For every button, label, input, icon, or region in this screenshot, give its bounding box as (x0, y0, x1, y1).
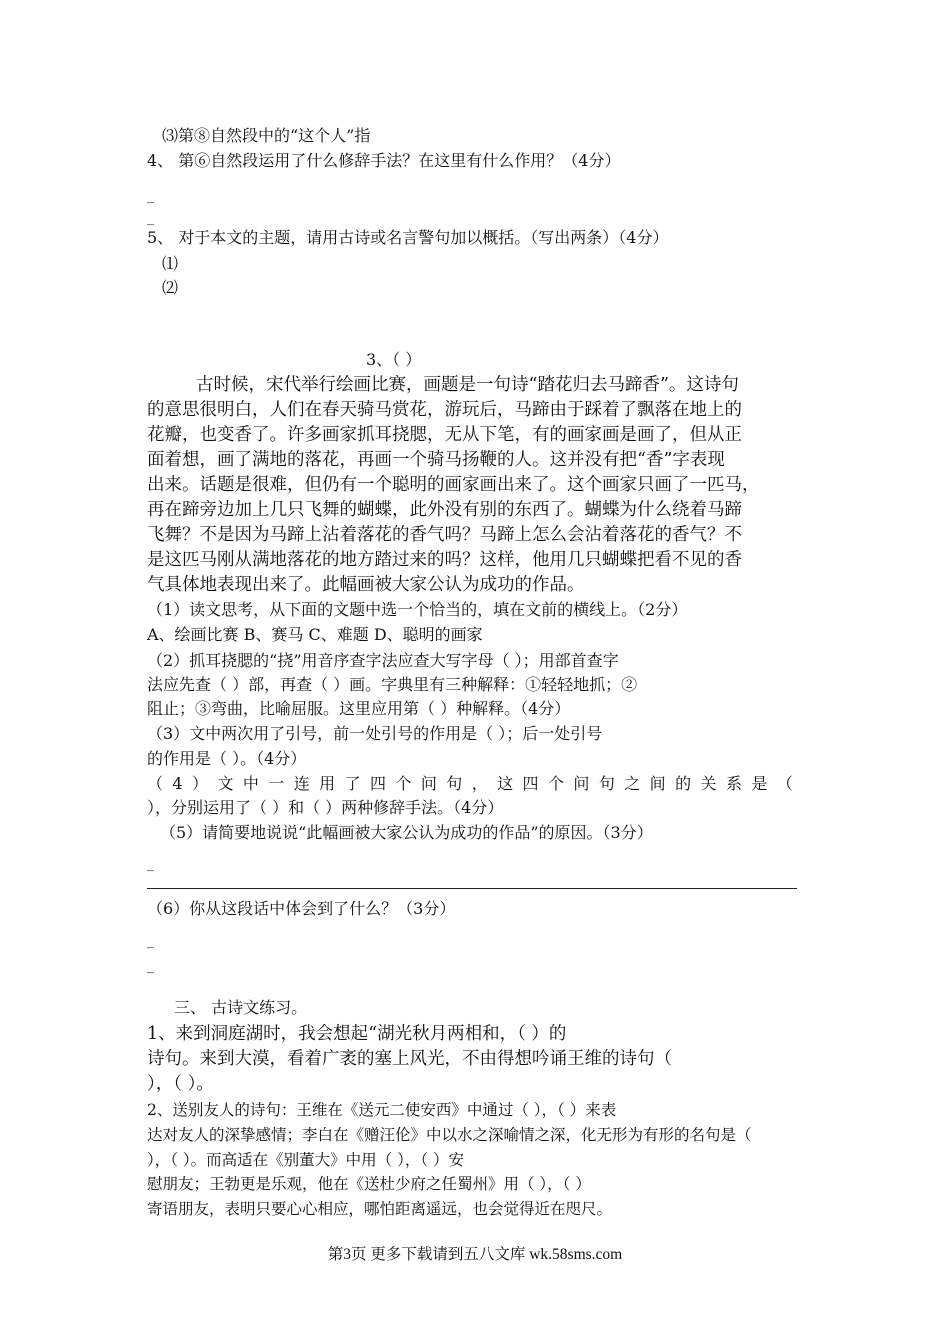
passage-line: 气具体地表现出来了。此幅画被大家公认为成功的作品。 (147, 575, 585, 595)
answer-blank: _ (147, 933, 154, 949)
passage-line: 再在蹄旁边加上几只飞舞的蝴蝶，此外没有别的东西了。蝴蝶为什么绕着马蹄 (147, 500, 742, 520)
question-5: 5、 对于本文的主题，请用古诗或名言警句加以概括。（写出两条）（4分） (147, 228, 669, 247)
answer-blank: _ (147, 856, 154, 872)
poetry-question-1-cont: 诗句。来到大漠，看着广袤的塞上风光，不由得想吟诵王维的诗句（ (147, 1049, 672, 1069)
answer-blank: _ (147, 210, 154, 226)
passage-line: 古时候，宋代举行绘画比赛，画题是一句诗“踏花归去马蹄香”。这诗句 (196, 375, 739, 395)
question-4: 4、 第⑥自然段运用了什么修辞手法？在这里有什么作用？（4分） (147, 151, 621, 170)
passage-3-heading: 3、（ ） (366, 350, 422, 369)
passage-line: 面着想，画了满地的落花，再画一个骑马扬鞭的人。这并没有把“香”字表现 (147, 450, 725, 470)
passage-line: 是这匹马刚从满地落花的地方踏过来的吗？这样，他用几只蝴蝶把看不见的香 (147, 550, 742, 570)
poetry-question-1-cont: ），（ ）。 (147, 1074, 214, 1094)
question-3-3: ⑶第⑧自然段中的“这个人”指 (162, 126, 371, 145)
question-1: （1）读文思考，从下面的文题中选一个恰当的，填在文前的横线上。（2分） (147, 600, 688, 619)
question-4: （4）文中一连用了四个问句，这四个问句之间的关系是（ (147, 774, 795, 793)
poetry-question-2-cont: 达对友人的深挚感情；李白在《赠汪伦》中以水之深喻情之深，化无形为有形的名句是（ (147, 1126, 752, 1144)
poetry-question-2-cont: 寄语朋友，表明只要心心相应，哪怕距离遥远，也会觉得近在咫尺。 (147, 1200, 613, 1218)
question-5: （5）请简要地说说“此幅画被大家公认为成功的作品”的原因。（3分） (160, 823, 653, 842)
passage-line: 飞舞？不是因为马蹄上沾着落花的香气吗？马蹄上怎么会沾着落花的香气？不 (147, 525, 742, 545)
answer-line (147, 888, 797, 889)
question-2-cont: 法应先查（ ）部，再查（ ）画。字典里有三种解释：①轻轻地抓；② (147, 675, 638, 694)
question-6: （6）你从这段话中体会到了什么？（3分） (147, 899, 456, 918)
passage-line: 的意思很明白，人们在春天骑马赏花，游玩后，马蹄由于踩着了飘落在地上的 (147, 400, 742, 420)
question-3-cont: 的作用是（ ）。（4分） (147, 749, 307, 768)
poetry-question-2: 2、送别友人的诗句：王维在《送元二使安西》中通过（ ），（ ）来表 (147, 1101, 617, 1119)
answer-blank: _ (147, 188, 154, 204)
passage-line: 花瓣，也变香了。许多画家抓耳挠腮，无从下笔，有的画家画是画了，但从正 (147, 425, 742, 445)
section-3-title: 三、 古诗文练习。 (174, 998, 308, 1017)
answer-label-2: ⑵ (162, 278, 179, 297)
answer-blank: _ (147, 958, 154, 974)
page-footer: 第3页 更多下载请到五八文库 wk.58sms.com (327, 1246, 623, 1263)
poetry-question-2-cont: 慰朋友；王勃更是乐观，他在《送杜少府之任蜀州》用（ ），（ ） (147, 1175, 591, 1193)
question-4-cont: ），分别运用了（ ）和（ ）两种修辞手法。（4分） (147, 798, 504, 817)
poetry-question-2-cont: ），（ ）。而高适在《别董大》中用（ ），（ ）安 (147, 1151, 465, 1169)
question-1-options: A、绘画比赛 B、赛马 C、难题 D、聪明的画家 (147, 625, 483, 644)
question-2: （2）抓耳挠腮的“挠”用音序查字法应查大写字母（ ）；用部首查字 (147, 651, 619, 670)
question-2-cont: 阻止；③弯曲，比喻屈服。这里应用第（ ）种解释。（4分） (147, 699, 571, 718)
question-3: （3）文中两次用了引号，前一处引号的作用是（ ）；后一处引号 (147, 724, 603, 743)
passage-line: 出来。话题是很难，但仍有一个聪明的画家画出来了。这个画家只画了一匹马， (147, 475, 760, 495)
poetry-question-1: 1、来到洞庭湖时，我会想起“湖光秋月两相和，（ ）的 (147, 1024, 567, 1044)
answer-label-1: ⑴ (162, 254, 179, 273)
